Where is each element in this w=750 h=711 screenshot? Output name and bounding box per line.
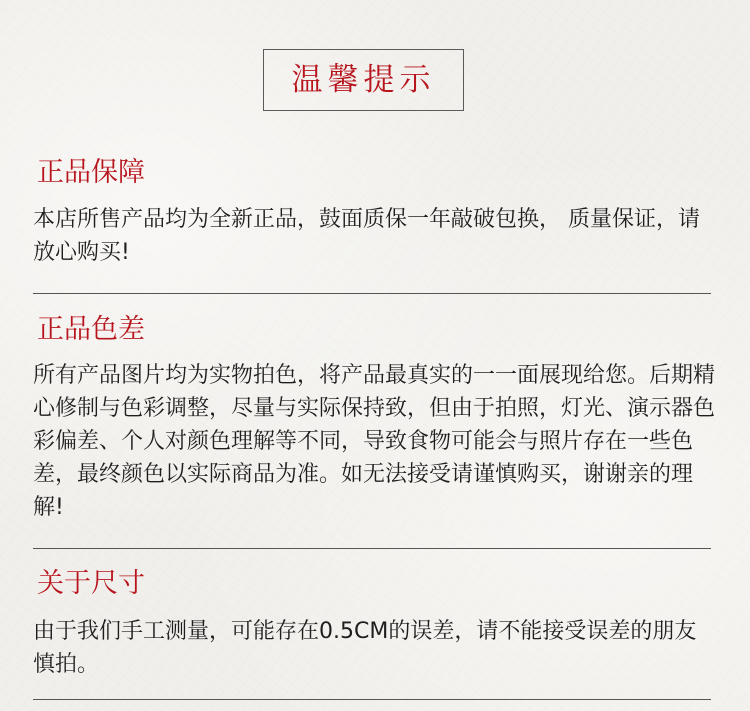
section-heading-quality-guarantee: 正品保障 [37, 157, 145, 188]
section-body-quality-guarantee: 本店所售产品均为全新正品，鼓面质保一年敲破包换， 质量保证，请放心购买! [33, 207, 700, 265]
section-heading-color-difference: 正品色差 [37, 314, 145, 345]
section-divider [33, 699, 711, 700]
title-box [263, 49, 464, 111]
section-divider [33, 548, 711, 549]
page-title: 温馨提示 [291, 61, 436, 98]
section-body-color-difference: 所有产品图片均为实物拍色，将产品最真实的一一面展现给您。后期精心修制与色彩调整，尽量与实际保持致，但由于拍照，灯光、演示器色彩偏差、个人对颜色理解等不同，导致食物可能会与照片存在一些色差，最终颜色以实际商品为准。如无法接受请谨慎购买，谢谢亲的理解! [33, 363, 716, 520]
section-heading-size: 关于尺寸 [37, 568, 145, 599]
section-divider [33, 293, 711, 294]
section-body-size: 由于我们手工测量，可能存在0.5CM的误差，请不能接受误差的朋友慎拍。 [33, 619, 697, 677]
